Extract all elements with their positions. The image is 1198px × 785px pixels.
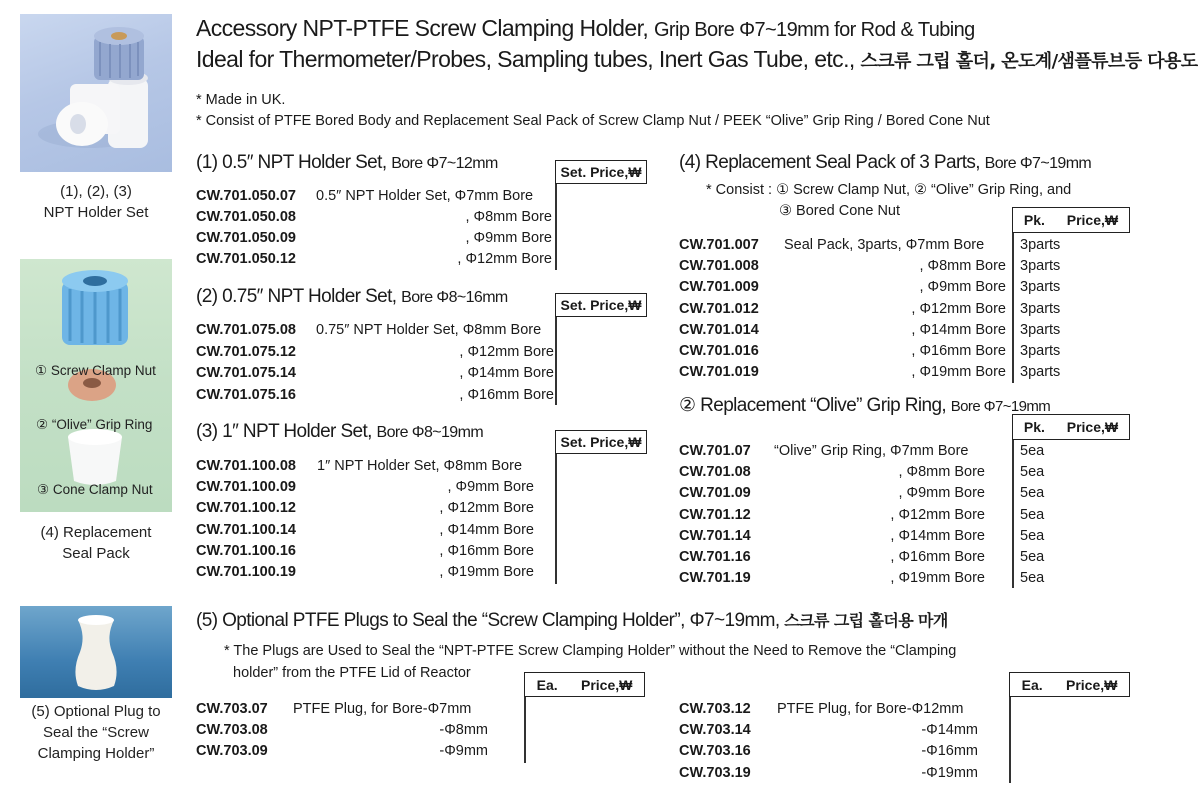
product-code: CW.701.012 — [679, 300, 759, 317]
table-row — [196, 207, 556, 228]
table-row — [679, 741, 989, 762]
product-code: CW.701.100.08 — [196, 458, 296, 474]
pack-quantity: 5ea — [1020, 570, 1045, 587]
table-row — [196, 720, 496, 741]
sec5-title — [196, 608, 948, 632]
sec4b-price-header — [1012, 414, 1130, 440]
product-code: CW.701.016 — [679, 343, 759, 359]
sec4-price-label: Price,₩ — [1066, 212, 1119, 228]
table-row — [196, 456, 556, 477]
sec1-title-text: (1) 0.5″ NPT Holder Set, — [196, 152, 387, 173]
caption-seal-pack-line2: Seal Pack — [62, 545, 130, 562]
table-row — [679, 568, 1139, 589]
product-description: , Φ9mm Bore — [465, 230, 552, 246]
product-description: , Φ8mm Bore — [919, 258, 1006, 275]
sec5-title-korean: 스크류 그립 홀더용 마개 — [784, 611, 948, 630]
table-row — [196, 520, 556, 541]
table-row — [196, 186, 556, 207]
label-cone-clamp-nut: ③ Cone Clamp Nut — [37, 482, 153, 497]
ptfe-plug-photo — [20, 606, 172, 698]
sec4-consist-line1: * Consist : ① Screw Clamp Nut, ② “Olive” Grip Ring, and — [706, 182, 1072, 198]
pack-quantity: 3parts — [1020, 279, 1061, 296]
product-code: CW.701.007 — [679, 237, 759, 253]
sec5-right-ea-label: Ea. — [1021, 676, 1043, 693]
sec3-bore: Bore Φ8~19mm — [376, 424, 484, 441]
pack-quantity: 3parts — [1020, 300, 1061, 317]
product-code: CW.701.009 — [679, 279, 759, 296]
pack-quantity: 5ea — [1020, 485, 1045, 502]
header-note-made-in: * Made in UK. — [196, 92, 286, 108]
product-code: CW.701.075.08 — [196, 322, 296, 338]
table-row — [679, 720, 989, 741]
table-row — [196, 562, 556, 583]
product-description: -Φ16mm — [921, 743, 978, 760]
table-row — [679, 462, 1139, 483]
product-description: -Φ9mm — [439, 743, 488, 760]
product-code: CW.703.19 — [679, 764, 751, 781]
caption-npt-holder-line1: (1), (2), (3) — [60, 183, 132, 200]
product-description: , Φ8mm Bore — [898, 464, 985, 481]
header-note-consist: * Consist of PTFE Bored Body and Replacement Seal Pack of Screw Clamp Nut / PEEK “Olive” Grip Ring / Bored Cone Nut — [196, 113, 990, 129]
product-description: -Φ19mm — [921, 764, 978, 781]
table-row — [679, 235, 1139, 256]
table-row — [196, 342, 556, 363]
product-code: CW.701.19 — [679, 570, 751, 587]
table-row — [679, 699, 989, 720]
product-code: CW.701.050.12 — [196, 251, 296, 267]
product-code: CW.701.07 — [679, 443, 751, 459]
product-code: CW.701.050.08 — [196, 209, 296, 225]
table-row — [679, 320, 1139, 341]
sec5-right-price-label: Price,₩ — [1065, 676, 1118, 693]
table-row — [679, 483, 1139, 504]
product-description: , Φ12mm Bore — [457, 251, 552, 267]
table-row — [679, 547, 1139, 568]
caption-ptfe-plug — [20, 701, 172, 764]
table-row — [196, 363, 556, 384]
product-description: , Φ19mm Bore — [890, 570, 985, 587]
sec4-consist-line2: ③ Bored Cone Nut — [779, 203, 901, 219]
seal-pack-photo — [20, 259, 172, 512]
product-description: , Φ14mm Bore — [459, 365, 554, 381]
sec5-left-price-label: Price,₩ — [580, 676, 633, 693]
product-code: CW.701.100.12 — [196, 500, 296, 517]
title-line1-sub: Grip Bore Φ7~19mm for Rod & Tubing — [653, 19, 975, 41]
sec3-price-header: Set. Price,₩ — [555, 430, 647, 454]
sec2-title-text: (2) 0.75″ NPT Holder Set, — [196, 286, 397, 307]
table-row — [196, 741, 496, 762]
pack-quantity: 3parts — [1020, 237, 1061, 253]
table-row — [679, 341, 1139, 362]
seal-pack-illustration — [20, 259, 172, 512]
product-description: , Φ9mm Bore — [447, 479, 534, 496]
product-code: CW.701.014 — [679, 321, 759, 338]
product-code: CW.701.14 — [679, 527, 751, 544]
sec4b-title-text: ② Replacement “Olive” Grip Ring, — [679, 395, 947, 416]
sec5-right-price-header — [1009, 672, 1130, 697]
sec4b-bore: Bore Φ7~19mm — [950, 398, 1051, 415]
pack-quantity: 3parts — [1020, 343, 1061, 359]
npt-holder-illustration — [20, 14, 172, 172]
table-row — [196, 249, 556, 270]
sec5-left-divider — [524, 697, 526, 763]
product-description: , Φ14mm Bore — [911, 321, 1006, 338]
sec1-bore: Bore Φ7~12mm — [391, 155, 498, 172]
pack-quantity: 3parts — [1020, 364, 1061, 381]
product-code: CW.701.008 — [679, 258, 759, 275]
product-code: CW.701.050.07 — [196, 188, 296, 204]
product-code: CW.703.14 — [679, 722, 751, 739]
product-description: Seal Pack, 3parts, Φ7mm Bore — [784, 237, 985, 253]
pack-quantity: 3parts — [1020, 321, 1061, 338]
product-code: CW.701.100.16 — [196, 542, 296, 559]
pack-quantity: 5ea — [1020, 464, 1045, 481]
product-description: , Φ19mm Bore — [911, 364, 1006, 381]
sec1-title — [196, 152, 498, 174]
sec4-title-text: (4) Replacement Seal Pack of 3 Parts, — [679, 152, 980, 173]
sec3-title-text: (3) 1″ NPT Holder Set, — [196, 421, 372, 442]
sec5-left-price-header — [524, 672, 645, 697]
sec5-left-ea-label: Ea. — [536, 676, 558, 693]
product-description: “Olive” Grip Ring, Φ7mm Bore — [774, 443, 969, 459]
sec2-price-header: Set. Price,₩ — [555, 293, 647, 317]
product-description: , Φ12mm Bore — [890, 506, 985, 523]
product-code: CW.703.09 — [196, 743, 268, 760]
table-row — [196, 498, 556, 519]
table-row — [679, 256, 1139, 277]
label-olive-grip-ring: ② “Olive” Grip Ring — [36, 417, 153, 432]
pack-quantity: 5ea — [1020, 506, 1045, 523]
product-code: CW.701.100.09 — [196, 479, 296, 496]
product-code: CW.701.100.19 — [196, 564, 296, 580]
product-description: 0.5″ NPT Holder Set, Φ7mm Bore — [316, 188, 534, 204]
caption-npt-holder-line2: NPT Holder Set — [43, 204, 149, 221]
product-description: , Φ14mm Bore — [890, 527, 985, 544]
page-subtitle — [196, 46, 1198, 73]
page-title — [196, 15, 975, 42]
product-code: CW.701.075.16 — [196, 386, 296, 403]
product-description: PTFE Plug, for Bore-Φ7mm — [293, 701, 472, 717]
sec4-pk-label: Pk. — [1023, 212, 1045, 228]
sec4-bore: Bore Φ7~19mm — [984, 155, 1092, 172]
pack-quantity: 5ea — [1020, 527, 1045, 544]
product-code: CW.701.050.09 — [196, 230, 296, 246]
product-description: PTFE Plug, for Bore-Φ12mm — [777, 701, 964, 717]
product-description: 0.75″ NPT Holder Set, Φ8mm Bore — [316, 322, 542, 338]
title-line2-main: Ideal for Thermometer/Probes, Sampling tubes, Inert Gas Tube, etc., — [196, 46, 855, 72]
product-code: CW.703.12 — [679, 701, 751, 717]
ptfe-plug-illustration — [20, 606, 172, 698]
caption-ptfe-plug-line2: Seal the “Screw — [43, 724, 149, 741]
sec5-title-text: (5) Optional PTFE Plugs to Seal the “Screw Clamping Holder”, Φ7~19mm, — [196, 610, 780, 631]
sec4b-price-label: Price,₩ — [1066, 419, 1119, 435]
product-description: , Φ12mm Bore — [439, 500, 534, 517]
product-description: , Φ19mm Bore — [439, 564, 534, 580]
label-screw-clamp-nut: ① Screw Clamp Nut — [35, 363, 156, 378]
sec4b-pk-label: Pk. — [1023, 419, 1045, 435]
sec2-bore: Bore Φ8~16mm — [401, 289, 508, 306]
sec3-title — [196, 421, 483, 443]
sec4-price-header — [1012, 207, 1130, 233]
title-line1-main: Accessory NPT-PTFE Screw Clamping Holder, — [196, 15, 649, 41]
product-description: 1″ NPT Holder Set, Φ8mm Bore — [317, 458, 523, 474]
product-code: CW.701.075.14 — [196, 365, 296, 381]
table-row — [679, 299, 1139, 320]
table-row — [679, 505, 1139, 526]
sec1-price-header: Set. Price,₩ — [555, 160, 647, 184]
table-row — [679, 763, 989, 784]
product-code: CW.701.100.14 — [196, 521, 296, 538]
sec4b-title — [679, 394, 1050, 417]
table-row — [679, 362, 1139, 383]
table-row — [196, 228, 556, 249]
caption-ptfe-plug-line1: (5) Optional Plug to — [31, 703, 161, 720]
sec5-note-line1: * The Plugs are Used to Seal the “NPT-PTFE Screw Clamping Holder” without the Need to Remove the “Clamping — [224, 643, 957, 659]
title-line2-korean: 스크류 그립 홀더, 온도계/샘플튜브등 다용도 — [860, 51, 1198, 72]
product-description: -Φ14mm — [921, 722, 978, 739]
sec4-title — [679, 152, 1091, 174]
product-code: CW.701.075.12 — [196, 343, 296, 360]
product-description: -Φ8mm — [439, 722, 488, 739]
product-description: , Φ9mm Bore — [898, 485, 985, 502]
table-row — [679, 526, 1139, 547]
product-code: CW.701.16 — [679, 549, 751, 565]
product-code: CW.701.09 — [679, 485, 751, 502]
product-description: , Φ16mm Bore — [890, 549, 985, 565]
caption-npt-holder — [20, 181, 172, 223]
pack-quantity: 3parts — [1020, 258, 1061, 275]
pack-quantity: 5ea — [1020, 443, 1045, 459]
pack-quantity: 5ea — [1020, 549, 1045, 565]
product-description: , Φ16mm Bore — [459, 386, 554, 403]
product-code: CW.703.07 — [196, 701, 268, 717]
caption-seal-pack — [20, 522, 172, 564]
product-code: CW.701.12 — [679, 506, 751, 523]
caption-seal-pack-line1: (4) Replacement — [40, 524, 152, 541]
product-description: , Φ9mm Bore — [919, 279, 1006, 296]
table-row — [679, 277, 1139, 298]
sec5-note-line2: holder” from the PTFE Lid of Reactor — [233, 665, 471, 681]
product-description: , Φ12mm Bore — [911, 300, 1006, 317]
product-code: CW.703.08 — [196, 722, 268, 739]
product-code: CW.703.16 — [679, 743, 751, 760]
table-row — [196, 477, 556, 498]
product-description: , Φ8mm Bore — [465, 209, 552, 225]
product-description: , Φ14mm Bore — [439, 521, 534, 538]
table-row — [196, 699, 496, 720]
sec2-title — [196, 286, 508, 308]
table-row — [196, 320, 556, 341]
product-code: CW.701.08 — [679, 464, 751, 481]
table-row — [196, 385, 556, 406]
product-description: , Φ12mm Bore — [459, 343, 554, 360]
npt-holder-photo — [20, 14, 172, 172]
table-row — [196, 541, 556, 562]
sec5-right-divider — [1009, 697, 1011, 783]
caption-ptfe-plug-line3: Clamping Holder” — [37, 745, 155, 762]
product-description: , Φ16mm Bore — [911, 343, 1006, 359]
product-code: CW.701.019 — [679, 364, 759, 381]
product-description: , Φ16mm Bore — [439, 542, 534, 559]
table-row — [679, 441, 1139, 462]
